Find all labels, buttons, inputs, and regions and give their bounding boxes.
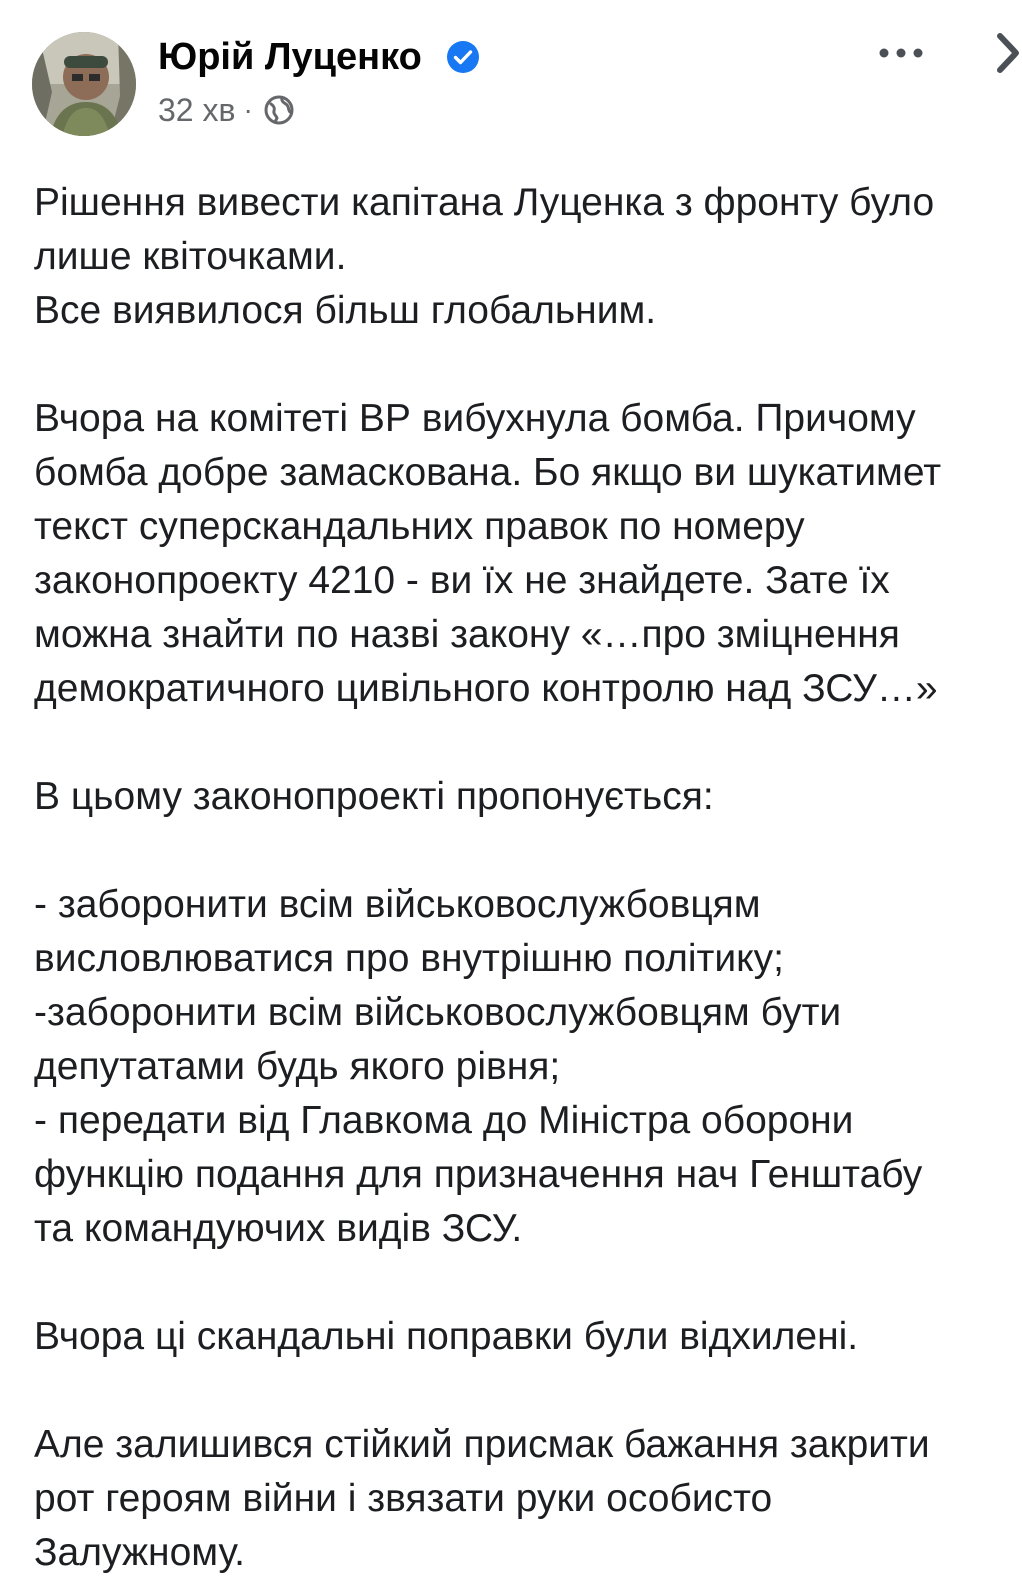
verified-badge-icon bbox=[446, 40, 480, 74]
post-line: законопроекту 4210 - ви їх не знайдете. Зате їх bbox=[34, 559, 890, 602]
post-line bbox=[34, 1364, 1022, 1418]
more-options-icon[interactable] bbox=[876, 38, 926, 68]
meta-separator: · bbox=[243, 94, 253, 125]
author-avatar[interactable] bbox=[32, 32, 136, 136]
post-line: текст суперскандальних правок по номеру bbox=[34, 505, 805, 548]
post-line: - заборонити всім військовослужбовцям bbox=[34, 883, 761, 926]
post-line: та командуючих видів ЗСУ. bbox=[34, 1207, 523, 1250]
post-line: Все виявилося більш глобальним. bbox=[34, 289, 657, 332]
post-line: функцію подання для призначення нач Генштабу bbox=[34, 1153, 923, 1196]
post-line bbox=[34, 338, 1022, 392]
post-line: депутатами будь якого рівня; bbox=[34, 1045, 561, 1088]
post-time[interactable]: 32 хв bbox=[158, 91, 236, 128]
post-line: демократичного цивільного контролю над ЗСУ…» bbox=[34, 667, 938, 710]
post-line: лише квіточками. bbox=[34, 235, 347, 278]
post-line: - передати від Главкома до Міністра оборони bbox=[34, 1099, 854, 1142]
post-line bbox=[34, 824, 1022, 878]
post-body bbox=[34, 176, 1022, 1580]
post-line: Вчора ці скандальні поправки були відхилені. bbox=[34, 1315, 859, 1358]
post-line bbox=[34, 1256, 1022, 1310]
post-line: Залужному. bbox=[34, 1531, 245, 1574]
post-line: рот героям війни і звязати руки особисто bbox=[34, 1477, 773, 1520]
avatar-image bbox=[32, 32, 136, 136]
post-line: -заборонити всім військовослужбовцям бути bbox=[34, 991, 842, 1034]
post-line: Рішення вивести капітана Луценка з фронту було bbox=[34, 181, 935, 224]
post-line: бомба добре замаскована. Бо якщо ви шукатимет bbox=[34, 451, 942, 494]
post-line: Але залишився стійкий присмак бажання закрити bbox=[34, 1423, 930, 1466]
post-line: Вчора на комітеті ВР вибухнула бомба. Причому bbox=[34, 397, 916, 440]
post-line bbox=[34, 716, 1022, 770]
globe-icon[interactable] bbox=[263, 94, 295, 126]
chevron-right-icon[interactable] bbox=[994, 30, 1022, 76]
author-name[interactable]: Юрій Луценко bbox=[158, 36, 422, 78]
post-line: можна знайти по назві закону «…про зміцнення bbox=[34, 613, 900, 656]
post-meta bbox=[158, 90, 295, 130]
post-line: висловлюватися про внутрішню політику; bbox=[34, 937, 785, 980]
post-line: В цьому законопроекті пропонується: bbox=[34, 775, 714, 818]
